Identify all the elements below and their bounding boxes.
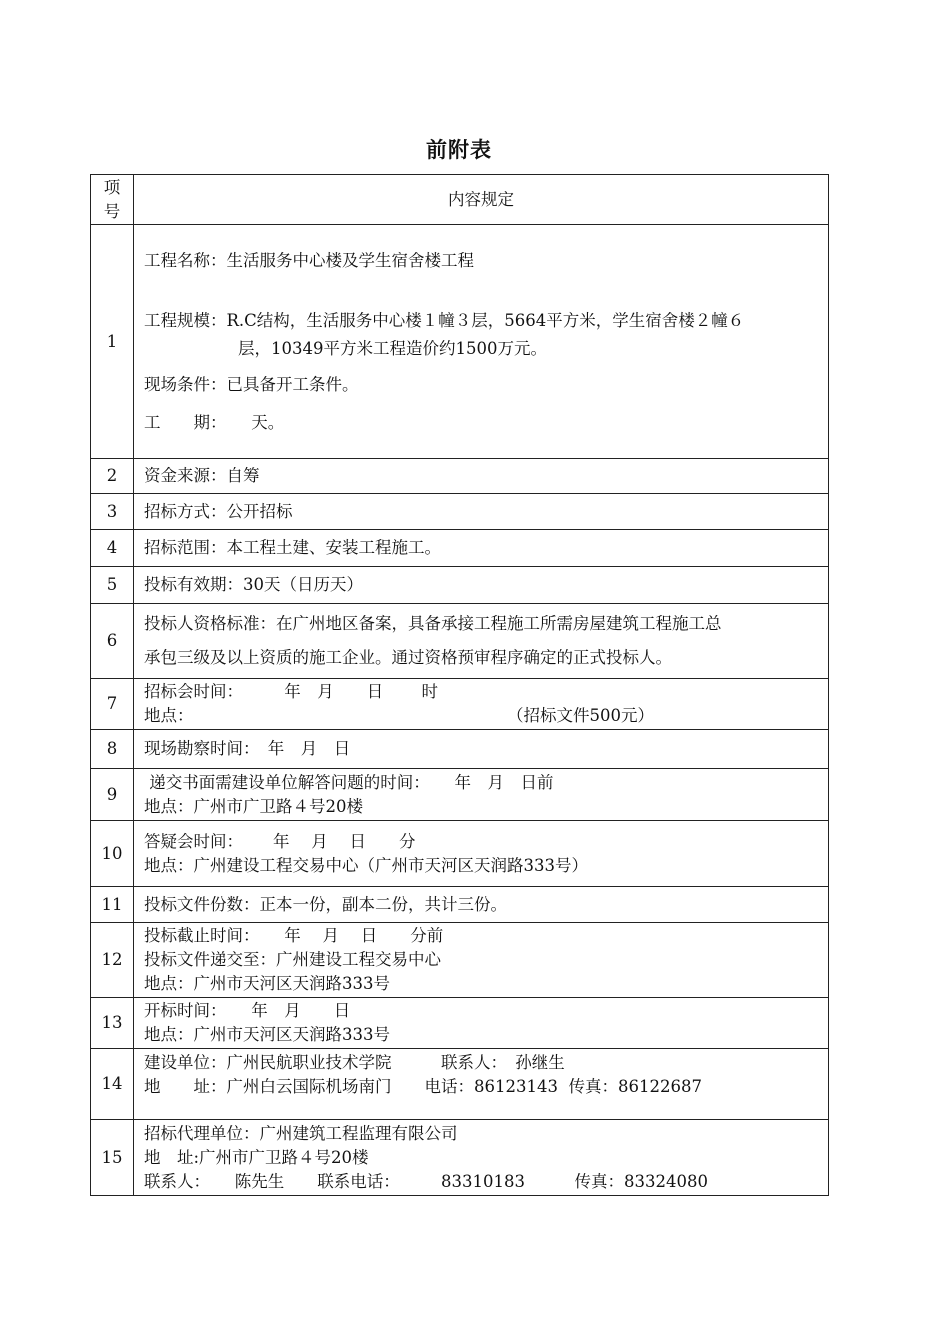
row-content: 投标文件份数：正本一份，副本二份，共计三份。 — [134, 887, 829, 923]
table-row — [91, 459, 829, 494]
project-name: 工程名称：生活服务中心楼及学生宿舍楼工程 — [144, 250, 474, 270]
row-content — [134, 604, 829, 679]
row-num: 15 — [91, 1120, 134, 1196]
row-line: 联系人： 陈先生 联系电话： 83310183 传真：83324080 — [144, 1171, 708, 1191]
row-content: 投标有效期：30天（日历天） — [134, 567, 829, 604]
table-row — [91, 730, 829, 769]
row-num: 2 — [91, 459, 134, 494]
row-content: 招标范围：本工程土建、安装工程施工。 — [134, 530, 829, 567]
row-line: 答疑会时间： 年 月 日 分 — [144, 831, 416, 851]
site-conditions: 现场条件：已具备开工条件。 — [144, 374, 359, 394]
row-num: 8 — [91, 730, 134, 769]
row-num: 12 — [91, 923, 134, 998]
table-row — [91, 998, 829, 1049]
bid-data-table — [90, 174, 829, 1196]
row-content — [134, 998, 829, 1049]
row-line: 投标人资格标准：在广州地区备案，具备承接工程施工所需房屋建筑工程施工总 — [144, 614, 722, 633]
table-row — [91, 225, 829, 459]
table-row — [91, 530, 829, 567]
table-row — [91, 1049, 829, 1120]
row-line: 招标代理单位：广州建筑工程监理有限公司 — [144, 1123, 458, 1143]
row-content — [134, 1120, 829, 1196]
row-line: 递交书面需建设单位解答问题的时间： 年 月 日前 — [144, 772, 554, 792]
row-content — [134, 923, 829, 998]
row-num: 1 — [91, 225, 134, 459]
row-line: 地点：广州市天河区天润路333号 — [144, 974, 390, 993]
row-num: 9 — [91, 769, 134, 821]
row-content — [134, 821, 829, 887]
table-row — [91, 494, 829, 530]
table-row — [91, 1120, 829, 1196]
row-num: 5 — [91, 567, 134, 604]
row-num: 13 — [91, 998, 134, 1049]
row-num: 14 — [91, 1049, 134, 1120]
row-line: 地点：广州建设工程交易中心（广州市天河区天润路333号） — [144, 855, 588, 875]
table-header-row — [91, 175, 829, 225]
header-num-line1: 项 — [103, 177, 121, 197]
row-line: 地点：广州市天河区天润路333号 — [144, 1025, 390, 1044]
row-content: 资金来源：自筹 — [134, 459, 829, 494]
row-content — [134, 679, 829, 730]
row-num: 6 — [91, 604, 134, 679]
table-row — [91, 679, 829, 730]
table-row — [91, 821, 829, 887]
row-line: 建设单位：广州民航职业技术学院 联系人： 孙继生 — [144, 1053, 565, 1072]
project-scale-line1: 工程规模：R.C结构，生活服务中心楼１幢３层，5664平方米，学生宿舍楼２幢６ — [144, 310, 745, 330]
row-num: 4 — [91, 530, 134, 567]
row-line: 地 址：广州白云国际机场南门 电话：86123143 传真：86122687 — [144, 1077, 702, 1096]
header-content-cell: 内容规定 — [134, 175, 829, 225]
row-num: 10 — [91, 821, 134, 887]
page-title: 前附表 — [426, 138, 492, 162]
row-line: 地点：广州市广卫路４号20楼 — [144, 796, 363, 816]
row-line: 招标会时间： 年 月 日 时 — [144, 682, 438, 701]
header-num-cell — [91, 175, 134, 225]
row-line: 地 址:广州市广卫路４号20楼 — [144, 1147, 369, 1167]
table-row — [91, 887, 829, 923]
table-row — [91, 567, 829, 604]
row-content — [134, 1049, 829, 1120]
row-content — [134, 769, 829, 821]
project-scale-line2: 层，10349平方米工程造价约1500万元。 — [238, 338, 547, 358]
header-num-line2: 号 — [103, 201, 121, 221]
row-num: 11 — [91, 887, 134, 923]
row-line: 地点： （招标文件500元） — [144, 706, 654, 725]
row-content: 招标方式：公开招标 — [134, 494, 829, 530]
table-row — [91, 923, 829, 998]
row-content — [134, 225, 829, 459]
row-line: 开标时间： 年 月 日 — [144, 1001, 351, 1020]
table-row — [91, 769, 829, 821]
row-content: 现场勘察时间： 年 月 日 — [134, 730, 829, 769]
row-line: 投标截止时间： 年 月 日 分前 — [144, 926, 444, 945]
row-line: 投标文件递交至：广州建设工程交易中心 — [144, 950, 441, 969]
row-num: 7 — [91, 679, 134, 730]
table-row — [91, 604, 829, 679]
construction-period: 工 期： 天。 — [144, 412, 285, 432]
row-num: 3 — [91, 494, 134, 530]
row-line: 承包三级及以上资质的施工企业。通过资格预审程序确定的正式投标人。 — [144, 648, 672, 667]
